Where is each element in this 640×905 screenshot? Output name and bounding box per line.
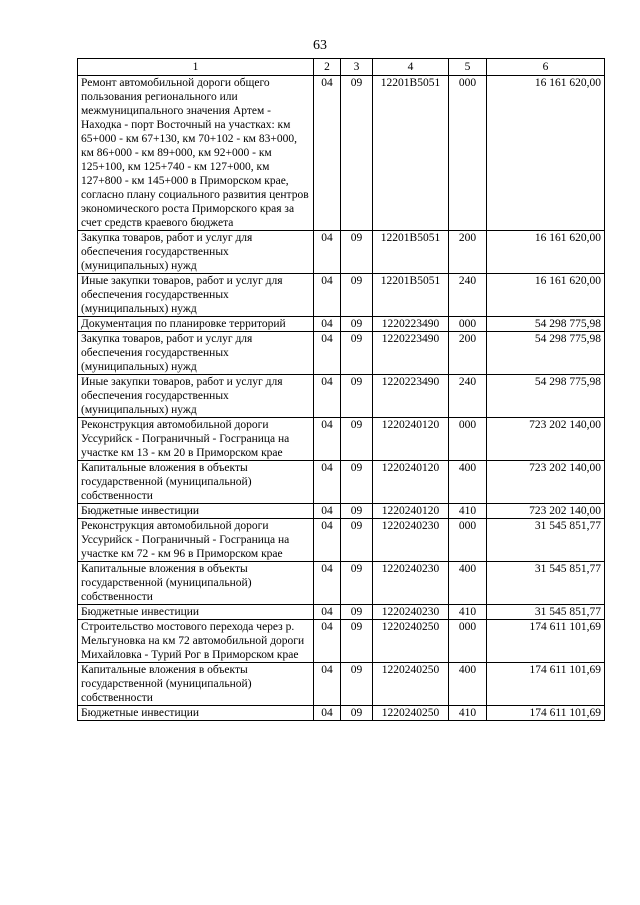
- subsection-code-cell: 09: [341, 231, 373, 274]
- subsection-code-cell: 09: [341, 620, 373, 663]
- section-code-cell: 04: [314, 332, 341, 375]
- section-code-cell: 04: [314, 504, 341, 519]
- table-row: [78, 231, 605, 274]
- column-header: 4: [373, 59, 449, 76]
- target-article-cell: 1220240230: [373, 605, 449, 620]
- table-row: [78, 375, 605, 418]
- subsection-code-cell: 09: [341, 663, 373, 706]
- row-name-cell: Реконструкция автомобильной дороги Уссурийск - Пограничный - Госграница на участке км 13 - км 20 в Приморском крае: [78, 418, 314, 461]
- row-name-cell: Бюджетные инвестиции: [78, 706, 314, 721]
- row-name-cell: Строительство мостового перехода через р. Мельгуновка на км 72 автомобильной дороги Михайловка - Турий Рог в Приморском крае: [78, 620, 314, 663]
- target-article-cell: 1220240120: [373, 504, 449, 519]
- amount-cell: 16 161 620,00: [487, 274, 605, 317]
- row-name-cell: Бюджетные инвестиции: [78, 504, 314, 519]
- section-code-cell: 04: [314, 231, 341, 274]
- expense-type-cell: 410: [449, 706, 487, 721]
- table-row: [78, 418, 605, 461]
- section-code-cell: 04: [314, 375, 341, 418]
- section-code-cell: 04: [314, 274, 341, 317]
- subsection-code-cell: 09: [341, 76, 373, 231]
- target-article-cell: 1220223490: [373, 332, 449, 375]
- table-row: [78, 519, 605, 562]
- column-header: 1: [78, 59, 314, 76]
- row-name-cell: Закупка товаров, работ и услуг для обеспечения государственных (муниципальных) нужд: [78, 231, 314, 274]
- section-code-cell: 04: [314, 620, 341, 663]
- amount-cell: 174 611 101,69: [487, 663, 605, 706]
- amount-cell: 31 545 851,77: [487, 562, 605, 605]
- column-header: 3: [341, 59, 373, 76]
- expense-type-cell: 000: [449, 418, 487, 461]
- target-article-cell: 1220240250: [373, 620, 449, 663]
- section-code-cell: 04: [314, 562, 341, 605]
- expense-type-cell: 000: [449, 519, 487, 562]
- column-header: 2: [314, 59, 341, 76]
- table-row: [78, 663, 605, 706]
- table-row: [78, 274, 605, 317]
- amount-cell: 54 298 775,98: [487, 375, 605, 418]
- amount-cell: 31 545 851,77: [487, 519, 605, 562]
- target-article-cell: 1220240230: [373, 519, 449, 562]
- expense-type-cell: 400: [449, 663, 487, 706]
- expense-type-cell: 000: [449, 76, 487, 231]
- target-article-cell: 12201В5051: [373, 274, 449, 317]
- row-name-cell: Бюджетные инвестиции: [78, 605, 314, 620]
- subsection-code-cell: 09: [341, 332, 373, 375]
- row-name-cell: Иные закупки товаров, работ и услуг для обеспечения государственных (муниципальных) нужд: [78, 375, 314, 418]
- amount-cell: 54 298 775,98: [487, 317, 605, 332]
- expense-type-cell: 200: [449, 231, 487, 274]
- table-row: [78, 317, 605, 332]
- table-row: [78, 504, 605, 519]
- amount-cell: 723 202 140,00: [487, 461, 605, 504]
- amount-cell: 723 202 140,00: [487, 418, 605, 461]
- target-article-cell: 1220240120: [373, 418, 449, 461]
- table-row: [78, 706, 605, 721]
- header-row: [78, 59, 605, 76]
- subsection-code-cell: 09: [341, 706, 373, 721]
- expense-type-cell: 410: [449, 605, 487, 620]
- target-article-cell: 1220223490: [373, 375, 449, 418]
- table-row: [78, 562, 605, 605]
- section-code-cell: 04: [314, 418, 341, 461]
- table-row: [78, 76, 605, 231]
- page-number: 63: [313, 38, 327, 53]
- table-row: [78, 620, 605, 663]
- expense-type-cell: 240: [449, 375, 487, 418]
- amount-cell: 16 161 620,00: [487, 231, 605, 274]
- target-article-cell: 12201В5051: [373, 76, 449, 231]
- subsection-code-cell: 09: [341, 504, 373, 519]
- expense-type-cell: 000: [449, 620, 487, 663]
- target-article-cell: 12201В5051: [373, 231, 449, 274]
- target-article-cell: 1220240250: [373, 706, 449, 721]
- table-row: [78, 332, 605, 375]
- row-name-cell: Капитальные вложения в объекты государственной (муниципальной) собственности: [78, 562, 314, 605]
- section-code-cell: 04: [314, 461, 341, 504]
- subsection-code-cell: 09: [341, 461, 373, 504]
- row-name-cell: Документация по планировке территорий: [78, 317, 314, 332]
- amount-cell: 54 298 775,98: [487, 332, 605, 375]
- subsection-code-cell: 09: [341, 519, 373, 562]
- expense-type-cell: 000: [449, 317, 487, 332]
- table-row: [78, 605, 605, 620]
- target-article-cell: 1220240120: [373, 461, 449, 504]
- target-article-cell: 1220223490: [373, 317, 449, 332]
- amount-cell: 31 545 851,77: [487, 605, 605, 620]
- subsection-code-cell: 09: [341, 274, 373, 317]
- section-code-cell: 04: [314, 76, 341, 231]
- section-code-cell: 04: [314, 317, 341, 332]
- row-name-cell: Закупка товаров, работ и услуг для обеспечения государственных (муниципальных) нужд: [78, 332, 314, 375]
- column-header: 5: [449, 59, 487, 76]
- amount-cell: 174 611 101,69: [487, 620, 605, 663]
- budget-table: [77, 58, 605, 721]
- column-header: 6: [487, 59, 605, 76]
- subsection-code-cell: 09: [341, 317, 373, 332]
- section-code-cell: 04: [314, 663, 341, 706]
- subsection-code-cell: 09: [341, 562, 373, 605]
- row-name-cell: Капитальные вложения в объекты государственной (муниципальной) собственности: [78, 461, 314, 504]
- target-article-cell: 1220240230: [373, 562, 449, 605]
- section-code-cell: 04: [314, 519, 341, 562]
- expense-type-cell: 410: [449, 504, 487, 519]
- amount-cell: 16 161 620,00: [487, 76, 605, 231]
- row-name-cell: Ремонт автомобильной дороги общего пользования регионального или межмуниципального значения Артем - Находка - порт Восточный на участках: км 65+000 - км 67+130, км 70+102 - км 83+000, км 86+000 - км 89+000, км 92+000 - км 125+100, км 125+740 - км 127+000, км 127+800 - км 145+000 в Приморском крае, согласно плану социального развития центров экономического роста Приморского края за счет средств краевого бюджета: [78, 76, 314, 231]
- amount-cell: 723 202 140,00: [487, 504, 605, 519]
- row-name-cell: Капитальные вложения в объекты государственной (муниципальной) собственности: [78, 663, 314, 706]
- table-row: [78, 461, 605, 504]
- row-name-cell: Иные закупки товаров, работ и услуг для обеспечения государственных (муниципальных) нужд: [78, 274, 314, 317]
- expense-type-cell: 400: [449, 562, 487, 605]
- subsection-code-cell: 09: [341, 375, 373, 418]
- target-article-cell: 1220240250: [373, 663, 449, 706]
- subsection-code-cell: 09: [341, 605, 373, 620]
- amount-cell: 174 611 101,69: [487, 706, 605, 721]
- expense-type-cell: 400: [449, 461, 487, 504]
- section-code-cell: 04: [314, 605, 341, 620]
- subsection-code-cell: 09: [341, 418, 373, 461]
- row-name-cell: Реконструкция автомобильной дороги Уссурийск - Пограничный - Госграница на участке км 72 - км 96 в Приморском крае: [78, 519, 314, 562]
- expense-type-cell: 240: [449, 274, 487, 317]
- section-code-cell: 04: [314, 706, 341, 721]
- expense-type-cell: 200: [449, 332, 487, 375]
